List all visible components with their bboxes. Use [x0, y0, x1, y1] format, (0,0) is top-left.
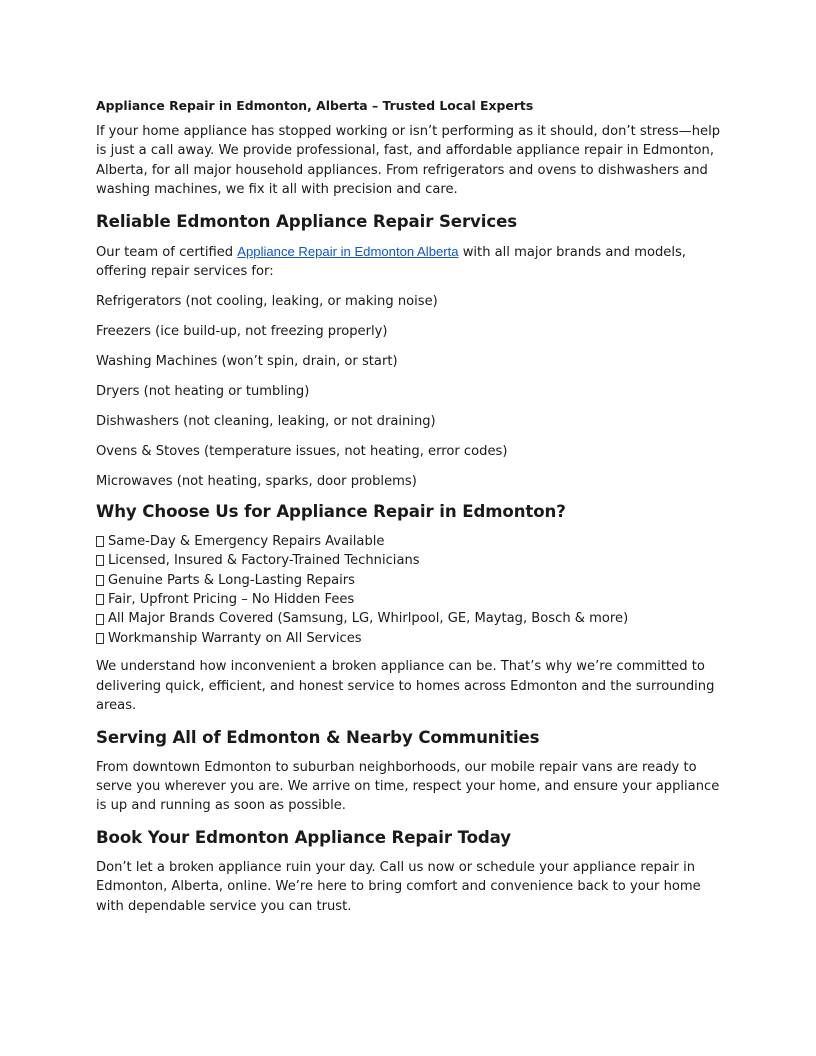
book-paragraph: Don’t let a broken appliance ruin your day. Call us now or schedule your appliance repair in Edmonton, Alberta, online. We’re here to bring comfort and convenience back to your home with dependable service you can trust. [96, 859, 701, 914]
checklist-item-label: Workmanship Warranty on All Services [108, 630, 362, 646]
service-item: Ovens & Stoves (temperature issues, not heating, error codes) [96, 444, 508, 460]
services-intro-after: with all major brands and models, offering repair services for: [96, 244, 686, 280]
checklist-item [96, 551, 724, 570]
checklist-item-label: Genuine Parts & Long-Lasting Repairs [108, 572, 355, 588]
checkbox-glyph-icon [96, 536, 104, 547]
service-item: Dryers (not heating or tumbling) [96, 384, 310, 400]
services-heading: Reliable Edmonton Appliance Repair Services [96, 211, 518, 231]
checklist-item [96, 532, 724, 551]
service-item: Refrigerators (not cooling, leaking, or making noise) [96, 294, 438, 310]
service-item: Freezers (ice build-up, not freezing properly) [96, 324, 388, 340]
checklist-item-label: All Major Brands Covered (Samsung, LG, Whirlpool, GE, Maytag, Bosch & more) [108, 611, 629, 627]
checklist-item-label: Same-Day & Emergency Repairs Available [108, 533, 385, 549]
document-title: Appliance Repair in Edmonton, Alberta – Trusted Local Experts [96, 98, 534, 113]
services-intro-before: Our team of certified [96, 244, 238, 260]
checklist-item [96, 571, 724, 590]
checkbox-glyph-icon [96, 594, 104, 605]
book-heading: Book Your Edmonton Appliance Repair Today [96, 827, 511, 847]
why-paragraph: We understand how inconvenient a broken appliance can be. That’s why we’re committed to delivering quick, efficient, and honest service to homes across Edmonton and the surrounding areas. [96, 659, 715, 714]
checklist-item-label: Licensed, Insured & Factory-Trained Technicians [108, 553, 420, 569]
checkbox-glyph-icon [96, 555, 104, 566]
checkbox-glyph-icon [96, 575, 104, 586]
checklist-item [96, 609, 724, 628]
checklist-item [96, 590, 724, 609]
service-item: Dishwashers (not cleaning, leaking, or not draining) [96, 414, 436, 430]
serving-paragraph: From downtown Edmonton to suburban neighborhoods, our mobile repair vans are ready to serve you wherever you are. We arrive on time, respect your home, and ensure your appliance is up and running as soon as possible. [96, 759, 720, 814]
checkbox-glyph-icon [96, 633, 104, 644]
intro-paragraph: If your home appliance has stopped working or isn’t performing as it should, don’t stress—help is just a call away. We provide professional, fast, and affordable appliance repair in Edmonton, Alberta, for all major household appliances. From refrigerators and ovens to dishwashers and washing machines, we fix it all with precision and care. [96, 124, 721, 198]
document-page [96, 97, 724, 927]
why-heading: Why Choose Us for Appliance Repair in Edmonton? [96, 501, 566, 521]
services-intro-paragraph [96, 242, 724, 282]
checkbox-glyph-icon [96, 614, 104, 625]
serving-heading: Serving All of Edmonton & Nearby Communities [96, 727, 540, 747]
checklist-item [96, 629, 724, 648]
service-item: Washing Machines (won’t spin, drain, or start) [96, 354, 398, 370]
checklist-item-label: Fair, Upfront Pricing – No Hidden Fees [108, 592, 355, 608]
service-item: Microwaves (not heating, sparks, door problems) [96, 474, 417, 490]
appliance-repair-link[interactable]: Appliance Repair in Edmonton Alberta [237, 243, 459, 259]
why-checklist [96, 532, 724, 648]
